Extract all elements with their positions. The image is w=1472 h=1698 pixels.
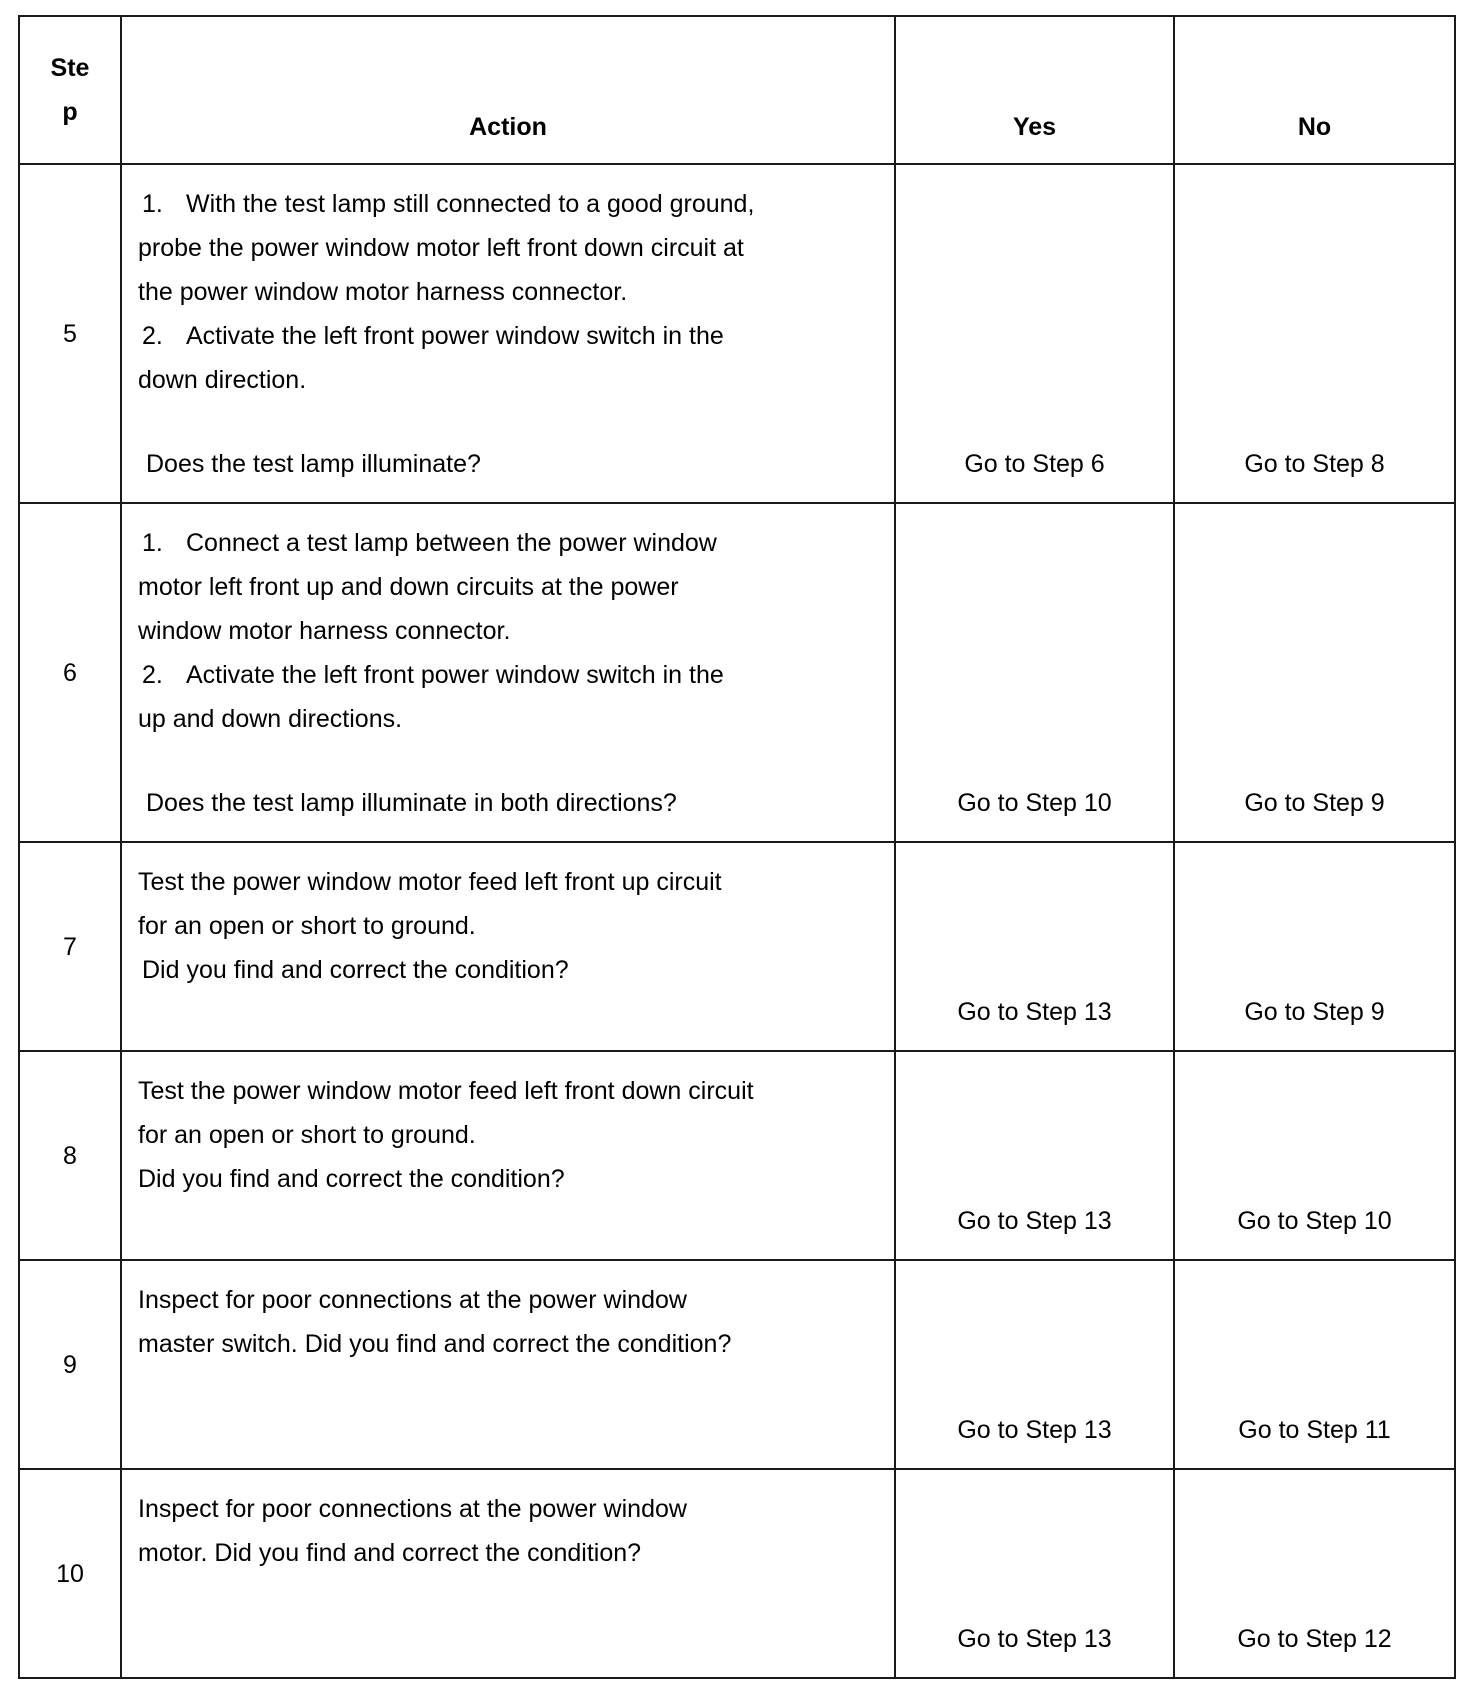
action-question: Did you find and correct the condition?: [142, 956, 569, 984]
table-row: [19, 1260, 1455, 1469]
action-cell: [121, 842, 895, 1051]
diagnostic-table-page: [18, 15, 1454, 1679]
step-number: 8: [19, 1051, 121, 1260]
action-cell: [121, 1051, 895, 1260]
yes-result: Go to Step 10: [895, 503, 1174, 842]
action-line: master switch. Did you find and correct the condition?: [138, 1330, 732, 1358]
action-line: down direction.: [138, 366, 307, 394]
action-cell: [121, 1260, 895, 1469]
action-line: 1. Connect a test lamp between the power window: [142, 529, 717, 557]
action-question: Does the test lamp illuminate in both directions?: [146, 789, 677, 817]
header-action: Action: [121, 16, 895, 164]
action-line: the power window motor harness connector.: [138, 278, 628, 306]
action-line: probe the power window motor left front down circuit at: [138, 234, 744, 262]
action-line: 2. Activate the left front power window switch in the: [142, 661, 724, 689]
step-number: 9: [19, 1260, 121, 1469]
action-line: for an open or short to ground.: [138, 912, 476, 940]
yes-result: Go to Step 13: [895, 842, 1174, 1051]
action-line: Inspect for poor connections at the power window: [138, 1286, 687, 1314]
action-line: Test the power window motor feed left front up circuit: [138, 868, 722, 896]
action-line: up and down directions.: [138, 705, 403, 733]
action-line: Inspect for poor connections at the power window: [138, 1495, 687, 1523]
yes-result: Go to Step 13: [895, 1469, 1174, 1678]
action-cell: [121, 503, 895, 842]
action-line: motor left front up and down circuits at the power: [138, 573, 679, 601]
action-question: Did you find and correct the condition?: [138, 1165, 565, 1193]
header-yes: Yes: [895, 16, 1174, 164]
action-line: Test the power window motor feed left front down circuit: [138, 1077, 754, 1105]
step-number: 7: [19, 842, 121, 1051]
action-cell: [121, 164, 895, 503]
step-number: 6: [19, 503, 121, 842]
action-line: window motor harness connector.: [138, 617, 511, 645]
no-result: Go to Step 10: [1174, 1051, 1455, 1260]
table-row: [19, 1051, 1455, 1260]
table-row: [19, 503, 1455, 842]
no-result: Go to Step 8: [1174, 164, 1455, 503]
header-step: Step: [19, 16, 121, 164]
action-line: motor. Did you find and correct the condition?: [138, 1539, 642, 1567]
yes-result: Go to Step 6: [895, 164, 1174, 503]
step-number: 10: [19, 1469, 121, 1678]
action-cell: [121, 1469, 895, 1678]
step-number: 5: [19, 164, 121, 503]
table-row: [19, 842, 1455, 1051]
yes-result: Go to Step 13: [895, 1051, 1174, 1260]
action-line: for an open or short to ground.: [138, 1121, 476, 1149]
action-line: 1. With the test lamp still connected to a good ground,: [142, 190, 755, 218]
no-result: Go to Step 12: [1174, 1469, 1455, 1678]
no-result: Go to Step 9: [1174, 842, 1455, 1051]
no-result: Go to Step 11: [1174, 1260, 1455, 1469]
table-header-row: [19, 16, 1455, 164]
action-line: 2. Activate the left front power window switch in the: [142, 322, 724, 350]
diagnostic-table: [18, 15, 1456, 1679]
no-result: Go to Step 9: [1174, 503, 1455, 842]
yes-result: Go to Step 13: [895, 1260, 1174, 1469]
table-row: [19, 1469, 1455, 1678]
header-no: No: [1174, 16, 1455, 164]
action-question: Does the test lamp illuminate?: [146, 450, 481, 478]
table-row: [19, 164, 1455, 503]
